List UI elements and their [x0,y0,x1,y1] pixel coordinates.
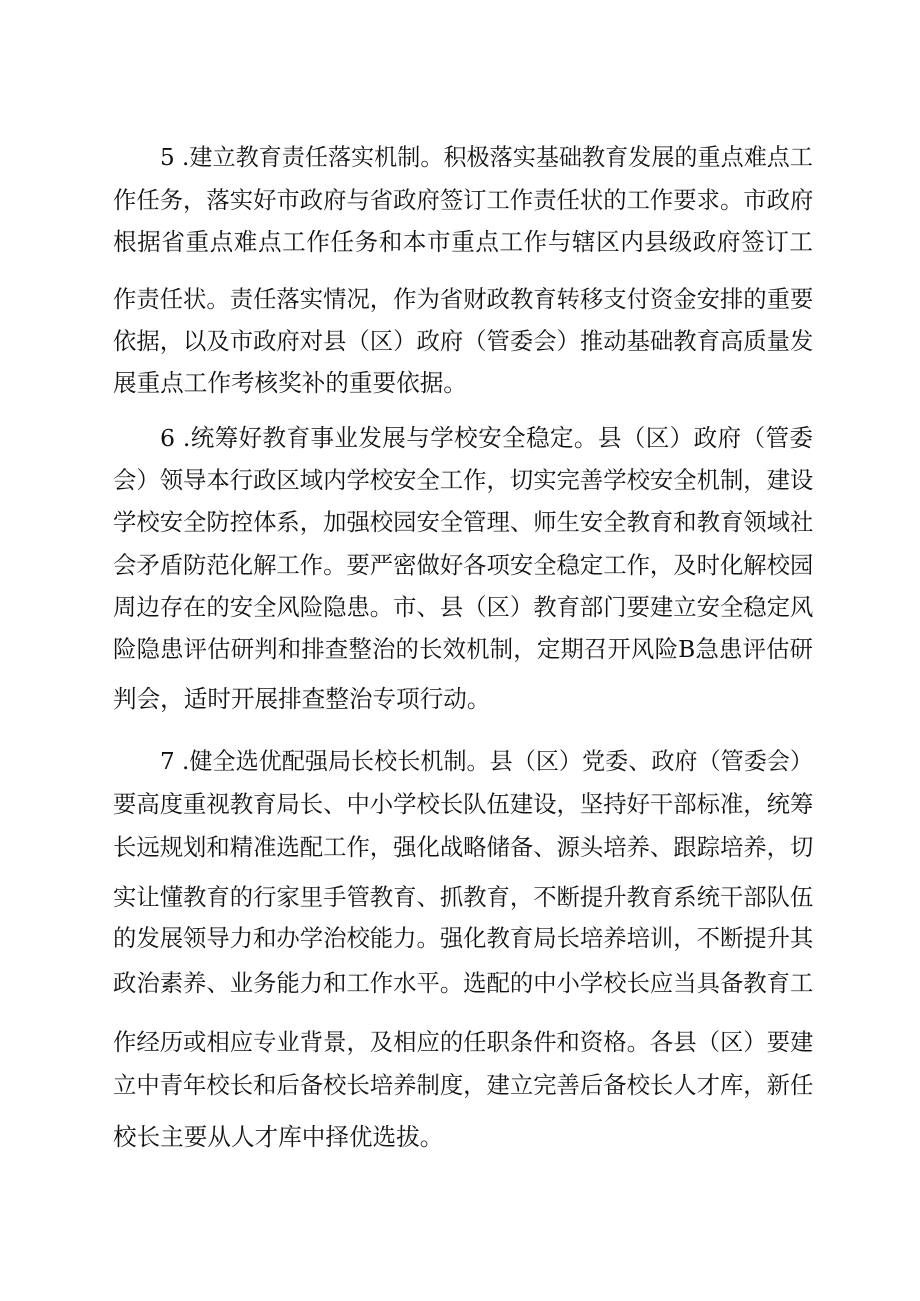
text-line: 6 .统筹好教育事业发展与学校安全稳定。县（区）政府（管委 [160,424,813,452]
text-line: 展重点工作考核奖补的重要依据。 [113,369,467,397]
text-line: 根据省重点难点工作任务和本市重点工作与辖区内县级政府签订工 [113,228,813,256]
text-line: 5 .建立教育责任落实机制。积极落实基础教育发展的重点难点工 [160,145,813,171]
text-line: 实让懂教育的行家里手管教育、抓教育，不断提升教育系统干部队伍 [113,883,813,911]
text-line: 长远规划和精准选配工作，强化战略储备、源头培养、跟踪培养，切 [113,833,813,861]
text-line: 校长主要从人才库中择优选拔。 [113,1123,444,1151]
text-line: 作责任状。责任落实情况，作为省财政教育转移支付资金安排的重要 [113,285,813,313]
text-line: 作经历或相应专业背景，及相应的任职条件和资格。各县（区）要建 [113,1028,813,1056]
text-line: 作任务，落实好市政府与省政府签订工作责任状的工作要求。市政府 [113,186,813,214]
text-line: 依据，以及市政府对县（区）政府（管委会）推动基础教育高质量发 [113,327,813,355]
text-line: 政治素养、业务能力和工作水平。选配的中小学校长应当具备教育工 [113,969,813,997]
text-line: 会矛盾防范化解工作。要严密做好各项安全稳定工作，及时化解校园 [113,551,813,579]
text-line: 7 .健全选优配强局长校长机制。县（区）党委、政府（管委会） [160,749,813,775]
text-line: 立中青年校长和后备校长培养制度，建立完善后备校长人才库，新任 [113,1071,813,1099]
text-line: 要高度重视教育局长、中小学校长队伍建设，坚持好干部标准，统筹 [113,790,813,818]
text-line: 险隐患评估研判和排查整治的长效机制，定期召开风险B急患评估研 [113,635,813,663]
text-line: 学校安全防控体系，加强校园安全管理、师生安全教育和教育领域社 [113,508,813,536]
text-line: 周边存在的安全风险隐患。市、县（区）教育部门要建立安全稳定风 [113,593,813,621]
text-line: 判会，适时开展排查整治专项行动。 [113,685,491,713]
text-line: 会）领导本行政区域内学校安全工作，切实完善学校安全机制，建设 [113,466,813,494]
text-line: 的发展领导力和办学治校能力。强化教育局长培养培训，不断提升其 [113,924,813,952]
